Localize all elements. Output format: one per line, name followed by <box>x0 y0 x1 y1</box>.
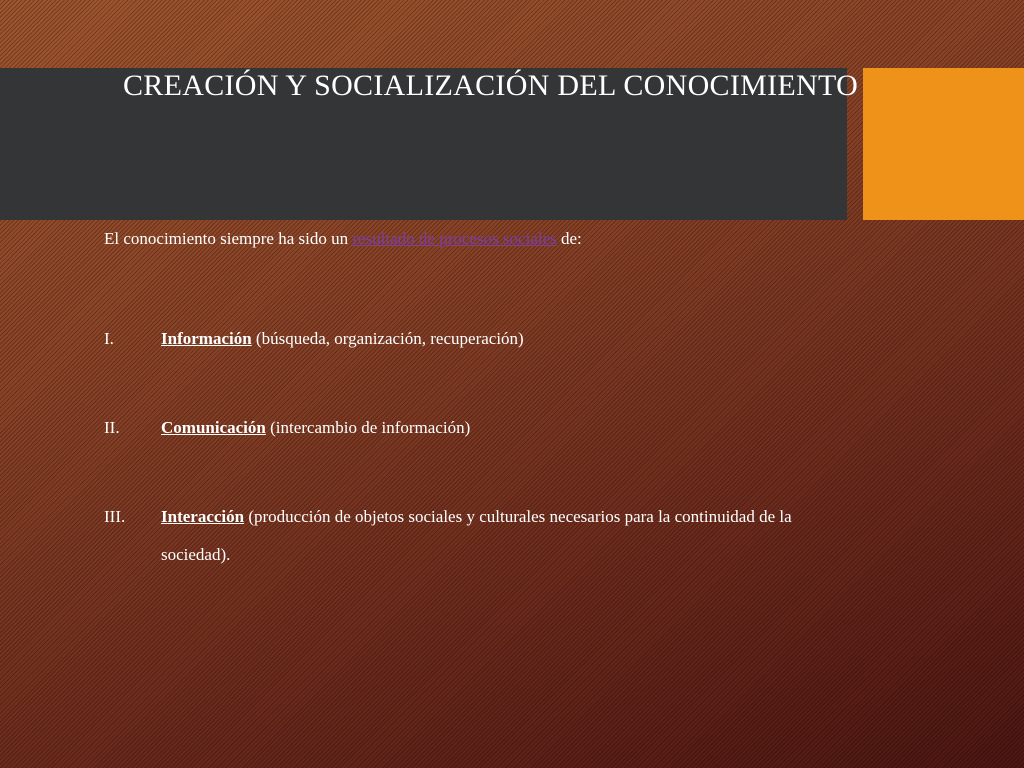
intro-text-start: El conocimiento siempre ha sido un <box>104 229 353 248</box>
slide-title: CREACIÓN Y SOCIALIZACIÓN DEL CONOCIMIENTO <box>123 69 859 102</box>
list-item-interaccion <box>104 498 804 574</box>
list-term: Interacción <box>161 507 245 526</box>
intro-link[interactable]: resultado de procesos sociales <box>352 229 557 248</box>
list-numeral: III. <box>104 507 126 526</box>
intro-text-end: de: <box>556 229 582 248</box>
list-description: (intercambio de información) <box>265 418 471 437</box>
list-description: (búsqueda, organización, recuperación) <box>251 329 524 348</box>
list-item-comunicacion <box>104 409 804 447</box>
accent-box <box>863 68 1024 220</box>
list-numeral: II. <box>104 418 120 437</box>
list-term: Información <box>161 329 252 348</box>
list-item-informacion <box>104 320 804 358</box>
list-term: Comunicación <box>161 418 266 437</box>
intro-text <box>104 227 582 251</box>
list-numeral: I. <box>104 329 114 348</box>
process-list <box>104 320 804 574</box>
list-description: (producción de objetos sociales y culturales necesarios para la continuidad de la sociedad). <box>161 507 792 564</box>
